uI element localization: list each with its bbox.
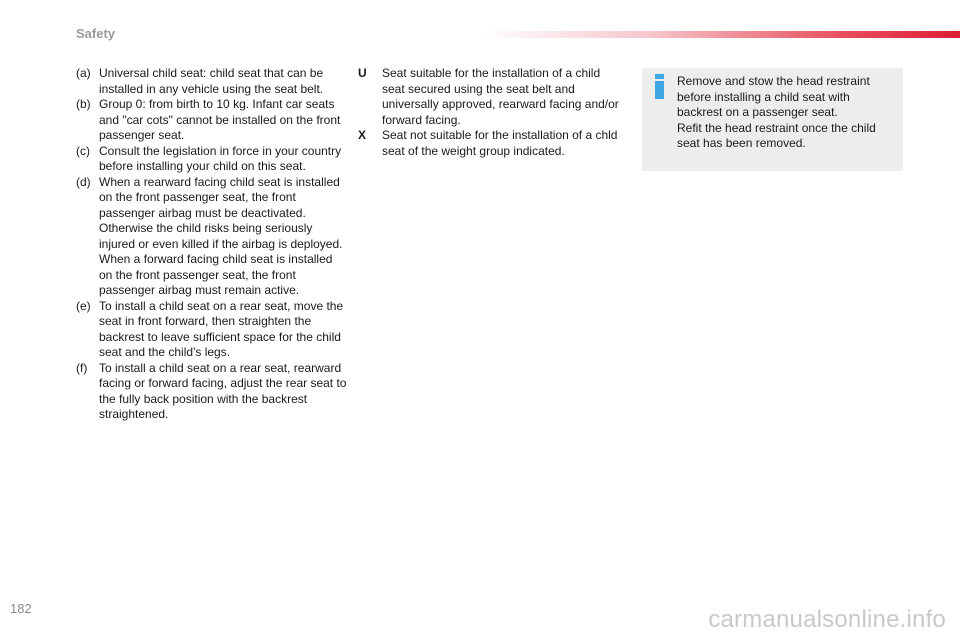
note-label: (b)	[76, 97, 91, 111]
info-box	[642, 68, 903, 171]
section-title: Safety	[76, 26, 116, 41]
note-item	[76, 175, 348, 299]
note-text: Group 0: from birth to 10 kg. Infant car seats and "car cots" cannot be installed on the front passenger seat.	[99, 97, 341, 142]
note-item	[76, 97, 348, 144]
legend-code: U	[358, 66, 367, 80]
note-item	[76, 361, 348, 423]
legend-text: Seat suitable for the installation of a child seat secured using the seat belt and universally approved, rearward facing and/or forward facing.	[382, 66, 619, 127]
note-item	[76, 144, 348, 175]
note-text: When a rearward facing child seat is installed on the front passenger seat, the front passenger airbag must be deactivated. Otherwise the child risks being seriously injured or even killed if the airbag is deployed. When a forward facing child seat is installed on the front passenger seat, the front passenger airbag must remain active.	[99, 174, 343, 297]
note-text: Consult the legislation in force in your country before installing your child on this seat.	[99, 143, 342, 173]
header-rule	[480, 31, 960, 38]
info-text: Remove and stow the head restraint before installing a child seat with backrest on a passenger seat. Refit the head restraint once the child seat has been removed.	[677, 74, 876, 150]
note-label: (a)	[76, 66, 91, 80]
note-text: Universal child seat: child seat that can be installed in any vehicle using the seat belt.	[99, 66, 324, 96]
legend-item	[358, 128, 620, 159]
note-text: To install a child seat on a rear seat, rearward facing or forward facing, adjust the rear seat to the fully back position with the backrest straightened.	[99, 360, 347, 421]
note-item	[76, 66, 348, 97]
watermark: carmanualsonline.info	[708, 606, 946, 633]
legend-code: X	[358, 128, 367, 142]
note-text: To install a child seat on a rear seat, move the seat in front forward, then straighten the backrest to leave sufficient space for the child seat and the child's legs.	[99, 298, 344, 359]
notes-list	[76, 66, 348, 423]
note-label: (d)	[76, 174, 91, 189]
note-label: (c)	[76, 143, 90, 158]
legend-list	[358, 66, 620, 159]
note-label: (e)	[76, 298, 91, 313]
note-label: (f)	[76, 360, 88, 375]
note-item	[76, 299, 348, 361]
info-icon	[653, 74, 667, 100]
legend-text: Seat not suitable for the installation of a chld seat of the weight group indicated.	[382, 128, 618, 158]
legend-item	[358, 66, 620, 128]
page-number: 182	[10, 601, 32, 616]
